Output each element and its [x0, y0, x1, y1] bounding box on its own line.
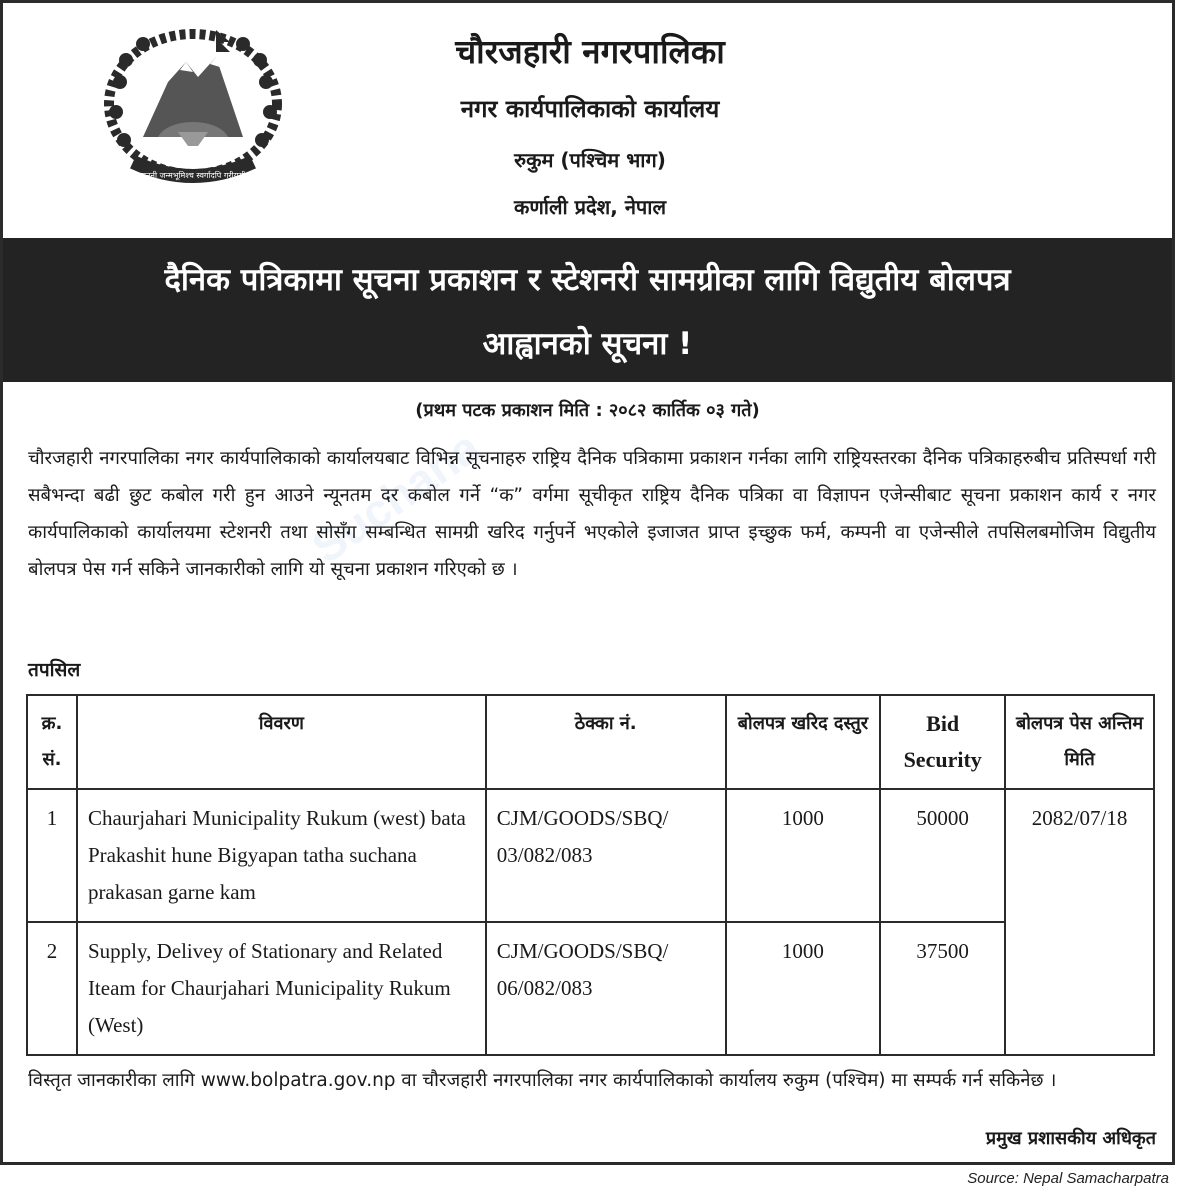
province-name: कर्णाली प्रदेश, नेपाल: [513, 195, 667, 219]
col-header-description: विवरण: [77, 695, 486, 789]
row-bid-security: 37500: [880, 922, 1005, 1055]
row-bid-fee: 1000: [726, 922, 881, 1055]
contact-info: विस्तृत जानकारीका लागि www.bolpatra.gov.np वा चौरजहारी नगरपालिका नगर कार्यपालिकाको कार्यालय रुकुम (पश्चिम) मा सम्पर्क गर्न सकिनेछ ।: [28, 1070, 1057, 1091]
row-sn: 2: [27, 922, 77, 1055]
table-row: [27, 922, 1154, 1055]
col-header-bid-security: Bid Security: [880, 695, 1005, 789]
signatory-title: प्रमुख प्रशासकीय अधिकृत: [985, 1128, 1156, 1149]
nepal-emblem-icon: [98, 22, 288, 192]
row-sn: 1: [27, 789, 77, 922]
district-name: रुकुम (पश्चिम भाग): [514, 148, 666, 172]
row-bid-security: 50000: [880, 789, 1005, 922]
municipality-name: चौरजहारी नगरपालिका: [455, 32, 725, 71]
row-description: Chaurjahari Municipality Rukum (west) bata Prakashit hune Bigyapan tatha suchana prakasan garne kam: [77, 789, 486, 922]
col-header-bid-fee: बोलपत्र खरिद दस्तुर: [726, 695, 881, 789]
notice-title-banner: [3, 238, 1172, 382]
table-header-row: [27, 695, 1154, 789]
tender-table: [26, 694, 1155, 1056]
table-row: [27, 789, 1154, 922]
col-header-sn: क्र. सं.: [27, 695, 77, 789]
row-contract-no: CJM/GOODS/SBQ/ 06/082/083: [486, 922, 726, 1055]
notice-title-line1: दैनिक पत्रिकामा सूचना प्रकाशन र स्टेशनरी सामग्रीका लागि विद्युतीय बोलपत्र: [164, 262, 1011, 298]
svg-text:जननी जन्मभूमिश्च स्वर्गादपि गर: जननी जन्मभूमिश्च स्वर्गादपि गरीयसी: [140, 171, 246, 180]
submission-deadline: 2082/07/18: [1005, 789, 1154, 1055]
row-bid-fee: 1000: [726, 789, 881, 922]
notice-title-line2: आह्वानको सूचना !: [482, 326, 693, 362]
row-contract-no: CJM/GOODS/SBQ/ 03/082/083: [486, 789, 726, 922]
col-header-deadline: बोलपत्र पेस अन्तिम मिति: [1005, 695, 1154, 789]
watermark: Suchana: [302, 420, 490, 574]
row-description: Supply, Delivey of Stationary and Related Iteam for Chaurjahari Municipality Rukum (West): [77, 922, 486, 1055]
source-credit: Source: Nepal Samacharpatra: [967, 1170, 1169, 1187]
office-name: नगर कार्यपालिकाको कार्यालय: [460, 95, 720, 123]
notice-body: चौरजहारी नगरपालिका नगर कार्यपालिकाको कार्यालयबाट विभिन्न सूचनाहरु राष्ट्रिय दैनिक पत्रिकामा प्रकाशन गर्नका लागि राष्ट्रियस्तरका दैनिक पत्रिकाहरुबीच प्रतिस्पर्धा गरी सबैभन्दा बढी छुट कबोल गरी हुन आउने न्यूनतम दर कबोल गर्ने “क” वर्गमा सूचीकृत राष्ट्रिय दैनिक पत्रिका वा विज्ञापन एजेन्सीबाट सूचना प्रकाशन कार्य र नगर कार्यपालिकाको कार्यालयमा स्टेशनरी तथा सोसँग सम्बन्धित सामग्री खरिद गर्नुपर्ने भएकोले इजाजत प्राप्त इच्छुक फर्म, कम्पनी वा एजेन्सीले तपसिलबमोजिम विद्युतीय बोलपत्र पेस गर्न सकिने जानकारीको लागि यो सूचना प्रकाशन गरिएको छ ।: [28, 448, 1156, 580]
tapsil-label: तपसिल: [28, 659, 81, 681]
publication-date: (प्रथम पटक प्रकाशन मिति : २०८२ कार्तिक ०३ गते): [415, 400, 760, 421]
col-header-contract-no: ठेक्का नं.: [486, 695, 726, 789]
